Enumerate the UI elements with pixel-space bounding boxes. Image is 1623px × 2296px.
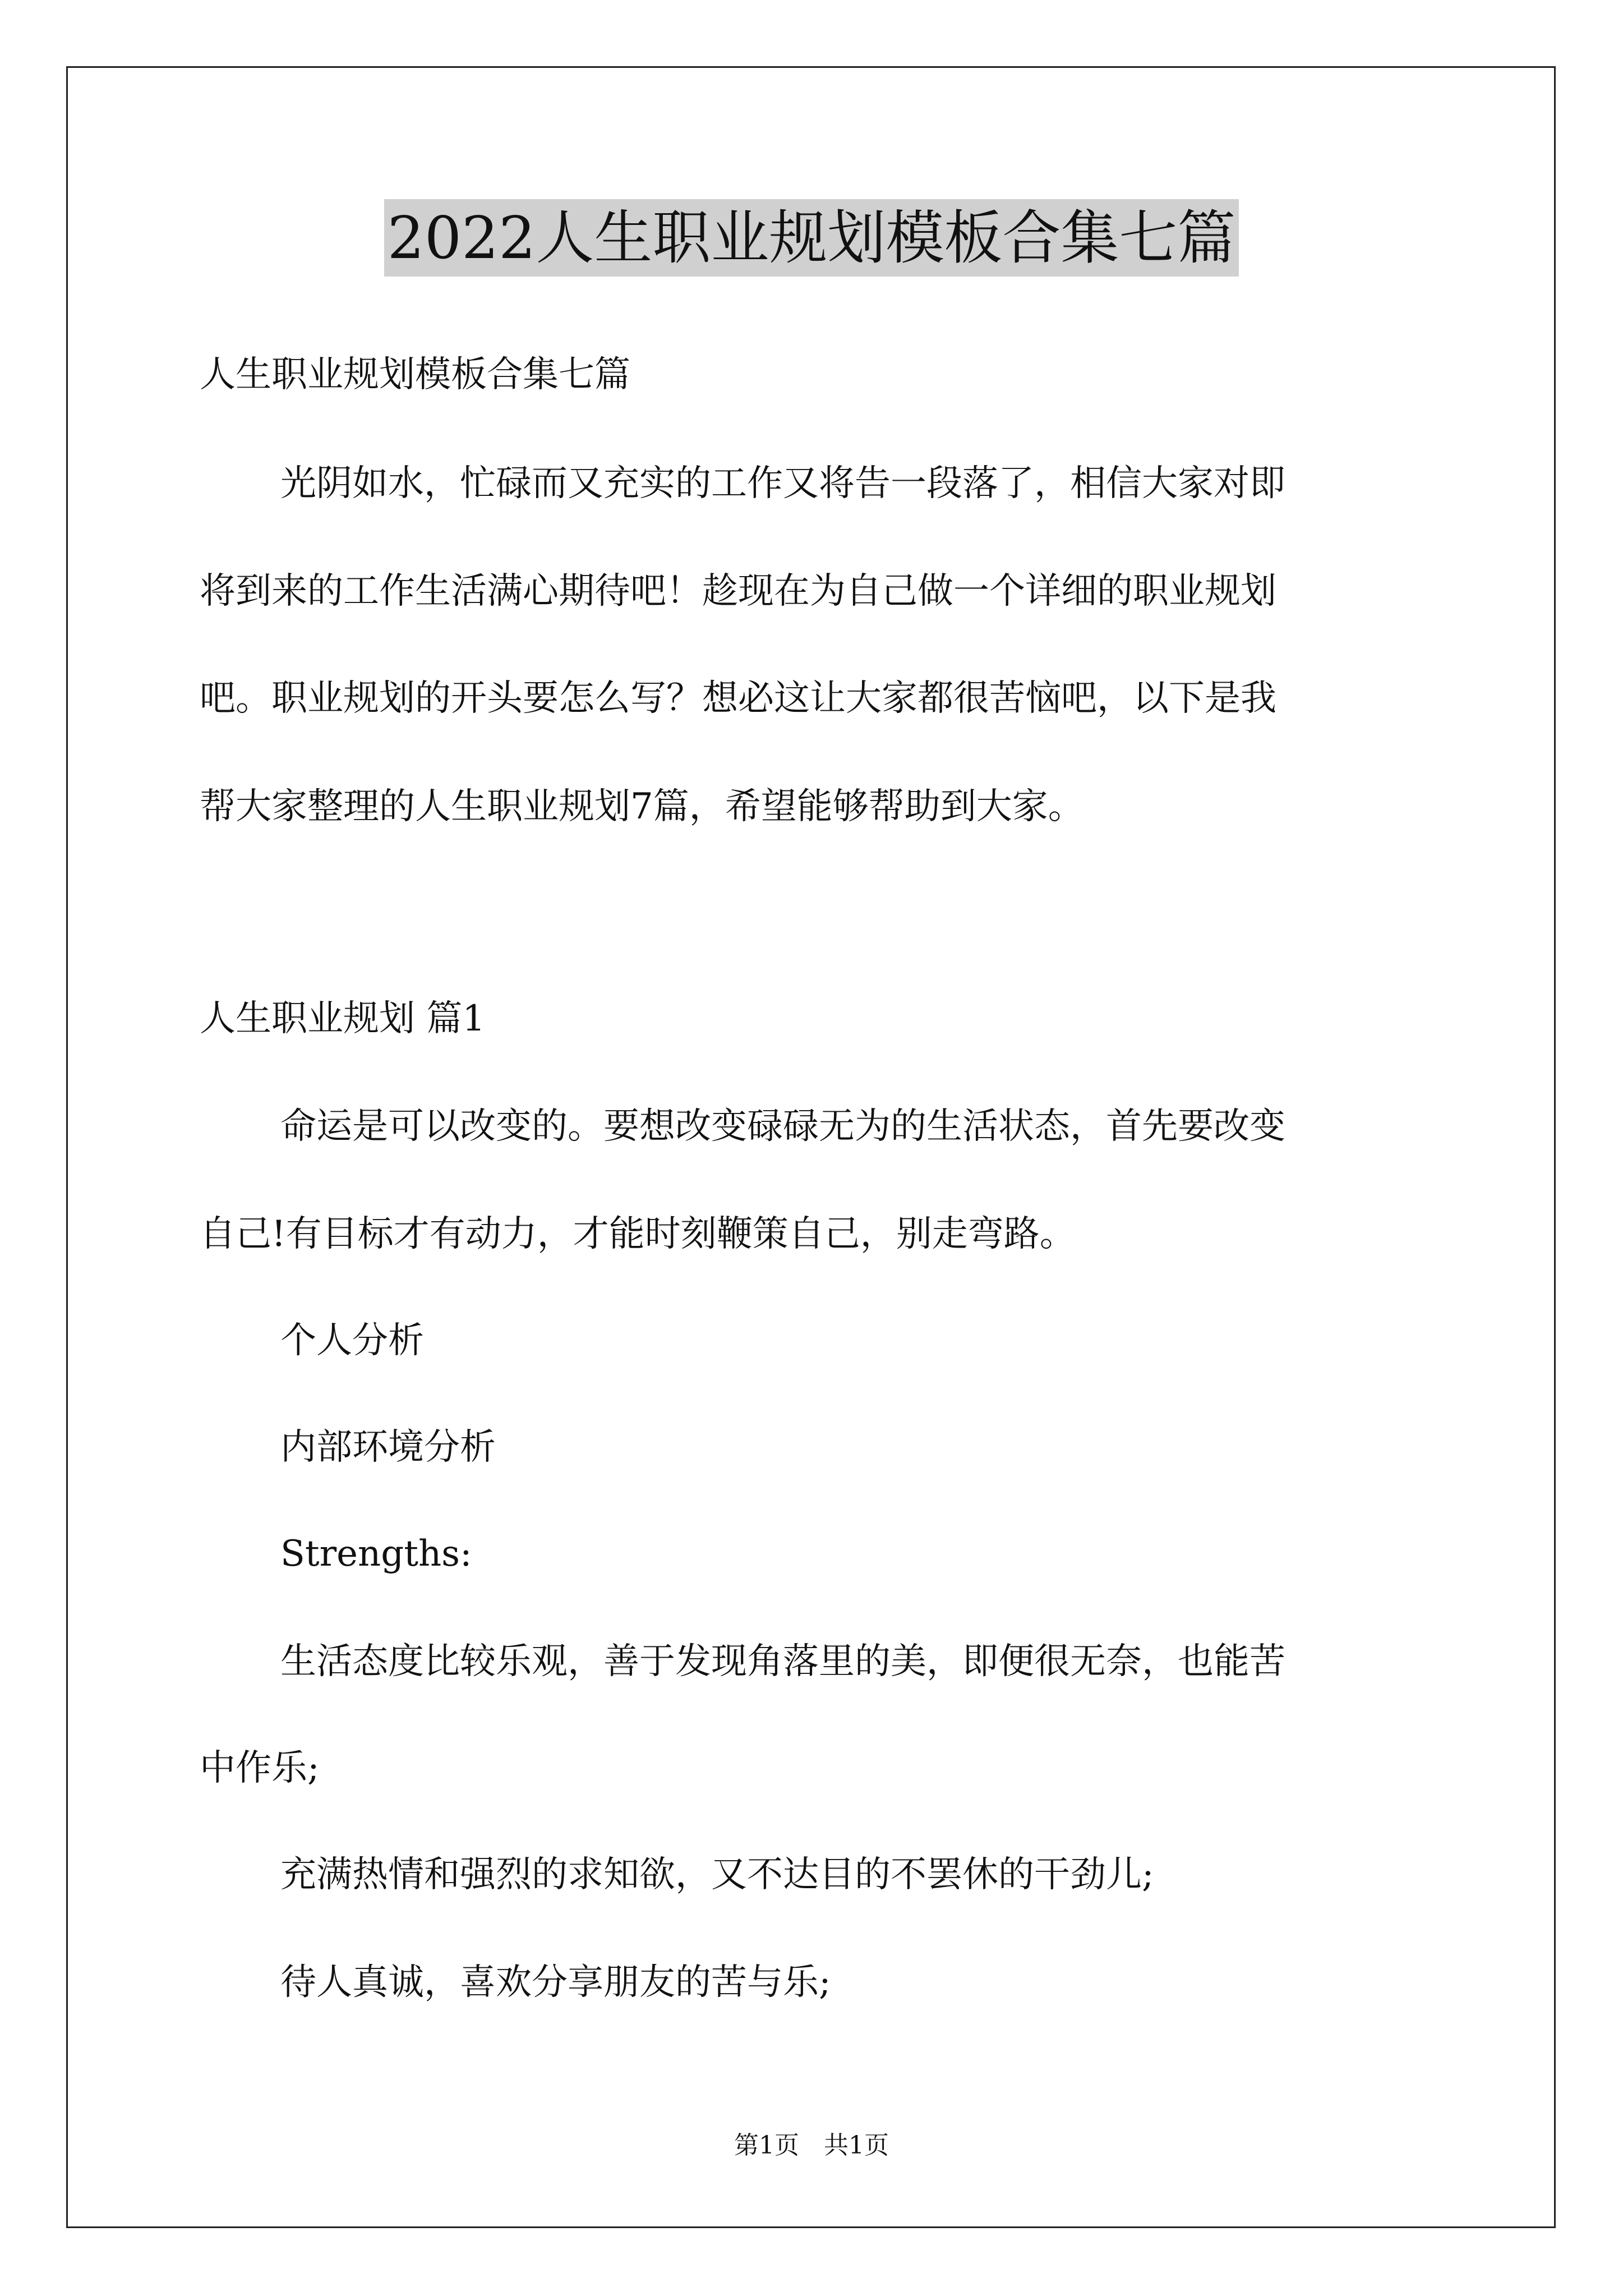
intro-line-2: 将到来的工作生活满心期待吧！趁现在为自己做一个详细的职业规划 — [200, 570, 1276, 612]
page-footer: 第1页 共1页 — [734, 2131, 889, 2160]
strength-line-4: 待人真诚，喜欢分享朋友的苦与乐; — [280, 1962, 831, 2003]
strength-line-2: 中作乐; — [200, 1747, 320, 1789]
intro-line-3: 吧。职业规划的开头要怎么写？想必这让大家都很苦恼吧，以下是我 — [200, 678, 1276, 719]
strength-line-1: 生活态度比较乐观，善于发现角落里的美，即便很无奈，也能苦 — [280, 1641, 1285, 1682]
title-container — [0, 199, 1623, 277]
strength-line-3: 充满热情和强烈的求知欲，又不达目的不罢休的干劲儿; — [280, 1854, 1154, 1895]
intro-line-4: 帮大家整理的人生职业规划7篇，希望能够帮助到大家。 — [200, 786, 1084, 827]
section-line-1: 命运是可以改变的。要想改变碌碌无为的生活状态，首先要改变 — [280, 1106, 1285, 1147]
document-subtitle: 人生职业规划模板合集七篇 — [200, 354, 630, 395]
intro-line-1: 光阴如水，忙碌而又充实的工作又将告一段落了，相信大家对即 — [280, 463, 1285, 504]
strengths-label: Strengths: — [280, 1533, 472, 1575]
document-title: 2022人生职业规划模板合集七篇 — [384, 199, 1239, 277]
internal-analysis-heading: 内部环境分析 — [280, 1427, 496, 1468]
personal-analysis-heading: 个人分析 — [280, 1320, 424, 1361]
section-heading: 人生职业规划 篇1 — [200, 998, 486, 1039]
section-line-2: 自己!有目标才有动力，才能时刻鞭策自己，别走弯路。 — [200, 1213, 1076, 1255]
